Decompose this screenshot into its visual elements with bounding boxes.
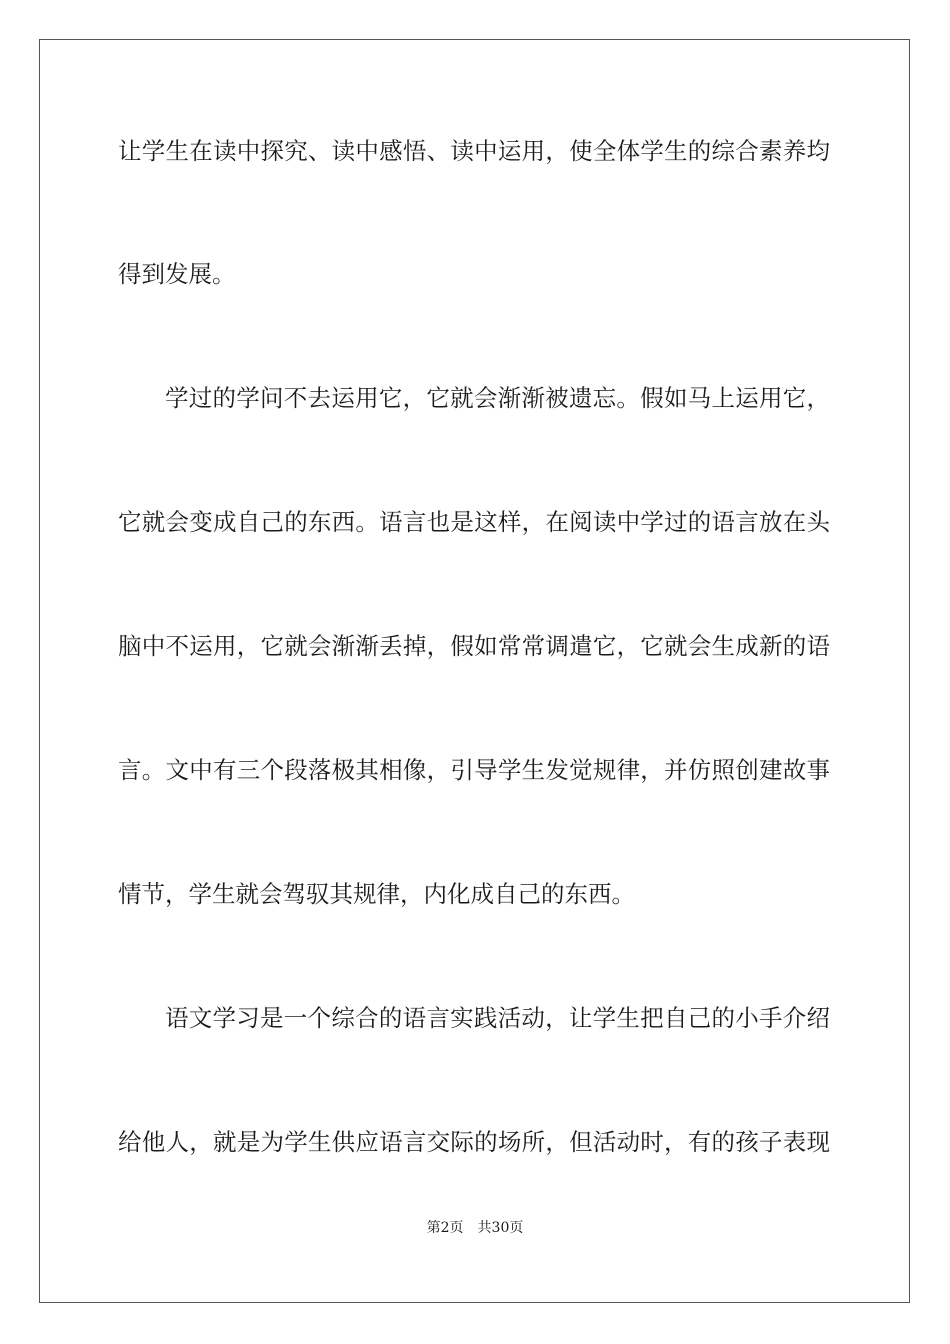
paragraph-line-4: 它就会变成自己的东西。语言也是这样，在阅读中学过的语言放在头 [118, 508, 830, 536]
paragraph-line-3: 学过的学问不去运用它，它就会渐渐被遗忘。假如马上运用它， [165, 384, 830, 412]
page-footer [0, 1218, 950, 1238]
paragraph-line-7: 情节，学生就会驾驭其规律，内化成自己的东西。 [118, 880, 635, 908]
paragraph-line-8: 语文学习是一个综合的语言实践活动，让学生把自己的小手介绍 [165, 1004, 830, 1032]
paragraph-line-5: 脑中不运用，它就会渐渐丢掉，假如常常调遣它，它就会生成新的语 [118, 632, 830, 660]
paragraph-line-2: 得到发展。 [118, 260, 236, 288]
page-number: 第2页 [426, 1220, 464, 1236]
page-total: 共30页 [477, 1220, 524, 1236]
paragraph-line-6: 言。文中有三个段落极其相像，引导学生发觉规律，并仿照创建故事 [118, 756, 830, 784]
paragraph-line-1: 让学生在读中探究、读中感悟、读中运用，使全体学生的综合素养均 [118, 137, 830, 165]
page-frame [39, 39, 910, 1303]
paragraph-line-9: 给他人，就是为学生供应语言交际的场所，但活动时，有的孩子表现 [118, 1128, 830, 1156]
